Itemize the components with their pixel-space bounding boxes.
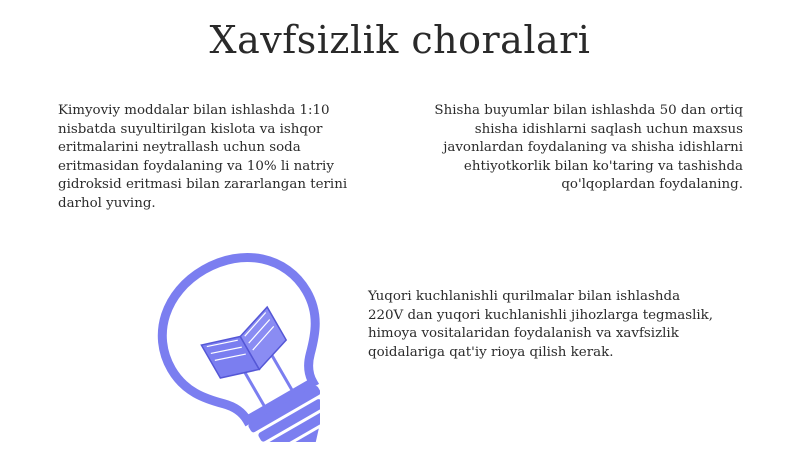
chemical-safety-paragraph: Kimyoviy moddalar bilan ishlashda 1:10 nisbatda suyultirilgan kislota va ishqor eritmalarini neytrallash uchun soda eritmasidan foydalaning va 10% li natriy gidroksid eritmasi bilan zararlangan terini darhol yuving. bbox=[58, 103, 348, 211]
glassware-safety-paragraph: Shisha buyumlar bilan ishlashda 50 dan ortiq shisha idishlarni saqlash uchun maxsus javonlardan foydalaning va shisha idishlarni ehtiyotkorlik bilan ko'taring va tashishda qo'lqoplardan foydalaning. bbox=[434, 103, 743, 192]
lightbulb-with-book-icon bbox=[100, 252, 320, 442]
electrical-safety-paragraph: Yuqori kuchlanishli qurilmalar bilan ishlashda 220V dan yuqori kuchlanishli jihozlarga tegmaslik, himoya vositalaridan foydalanish va xavfsizlik qoidalariga qat'iy rioya qilish kerak. bbox=[368, 289, 714, 360]
slide-title: Xavfsizlik choralari bbox=[209, 18, 591, 62]
